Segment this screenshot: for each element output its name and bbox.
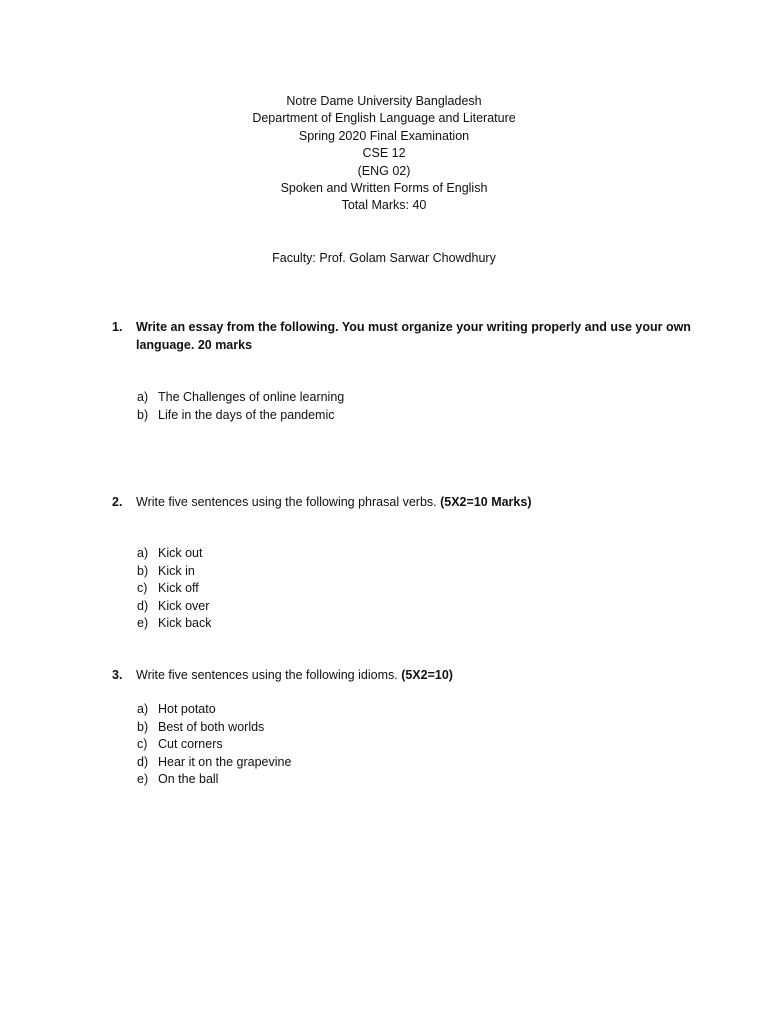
question-3 xyxy=(112,667,692,685)
list-item xyxy=(137,580,212,598)
course-code: CSE 12 xyxy=(362,146,406,161)
question-number: 2. xyxy=(112,495,123,509)
option-text: The Challenges of online learning xyxy=(158,390,345,404)
list-item xyxy=(137,701,291,719)
list-item xyxy=(137,563,212,581)
question-1-options xyxy=(137,389,344,424)
option-label: d) xyxy=(137,754,149,769)
list-item xyxy=(137,736,291,754)
question-marks: (5X2=10 Marks) xyxy=(440,495,532,509)
option-text: Kick off xyxy=(158,581,199,595)
question-number: 3. xyxy=(112,668,123,682)
option-label: a) xyxy=(137,390,149,404)
list-item xyxy=(137,598,212,616)
course-title: Spoken and Written Forms of English xyxy=(280,181,488,196)
option-text: Life in the days of the pandemic xyxy=(158,407,335,422)
question-2 xyxy=(112,494,692,512)
list-item xyxy=(137,771,291,789)
option-text: Cut corners xyxy=(158,737,223,751)
option-label: c) xyxy=(137,737,148,751)
option-label: d) xyxy=(137,598,149,613)
question-2-options xyxy=(137,545,212,633)
option-label: a) xyxy=(137,702,149,716)
question-text: Write five sentences using the following phrasal verbs. xyxy=(136,495,437,509)
list-item xyxy=(137,615,212,633)
option-label: e) xyxy=(137,616,149,630)
question-text: Write an essay from the following. You must organize your writing properly and use your own language. 20 marks xyxy=(136,320,691,352)
option-text: On the ball xyxy=(158,772,219,786)
exam-name: Spring 2020 Final Examination xyxy=(298,128,470,143)
option-text: Best of both worlds xyxy=(158,719,265,734)
option-label: b) xyxy=(137,719,149,734)
option-label: b) xyxy=(137,407,149,422)
option-label: c) xyxy=(137,581,148,595)
option-text: Hear it on the grapevine xyxy=(158,754,292,769)
question-number: 1. xyxy=(112,320,123,334)
question-text: Write five sentences using the following idioms. xyxy=(136,668,398,682)
question-1 xyxy=(112,319,692,354)
university-name: Notre Dame University Bangladesh xyxy=(286,94,482,108)
option-text: Kick back xyxy=(158,616,212,630)
list-item xyxy=(137,754,291,772)
list-item xyxy=(137,407,344,425)
department-name: Department of English Language and Literature xyxy=(252,111,516,126)
faculty-line: Faculty: Prof. Golam Sarwar Chowdhury xyxy=(272,251,496,265)
list-item xyxy=(137,545,212,563)
list-item xyxy=(137,389,344,407)
option-label: b) xyxy=(137,563,149,578)
question-marks: (5X2=10) xyxy=(401,668,453,682)
option-label: a) xyxy=(137,546,149,560)
option-text: Kick over xyxy=(158,598,210,613)
option-text: Kick out xyxy=(158,546,203,560)
question-3-options xyxy=(137,701,291,789)
option-text: Kick in xyxy=(158,563,195,578)
total-marks: Total Marks: 40 xyxy=(341,198,427,213)
option-label: e) xyxy=(137,772,149,786)
list-item xyxy=(137,719,291,737)
option-text: Hot potato xyxy=(158,702,216,716)
course-alt-code: (ENG 02) xyxy=(357,163,411,178)
exam-header xyxy=(0,93,768,215)
